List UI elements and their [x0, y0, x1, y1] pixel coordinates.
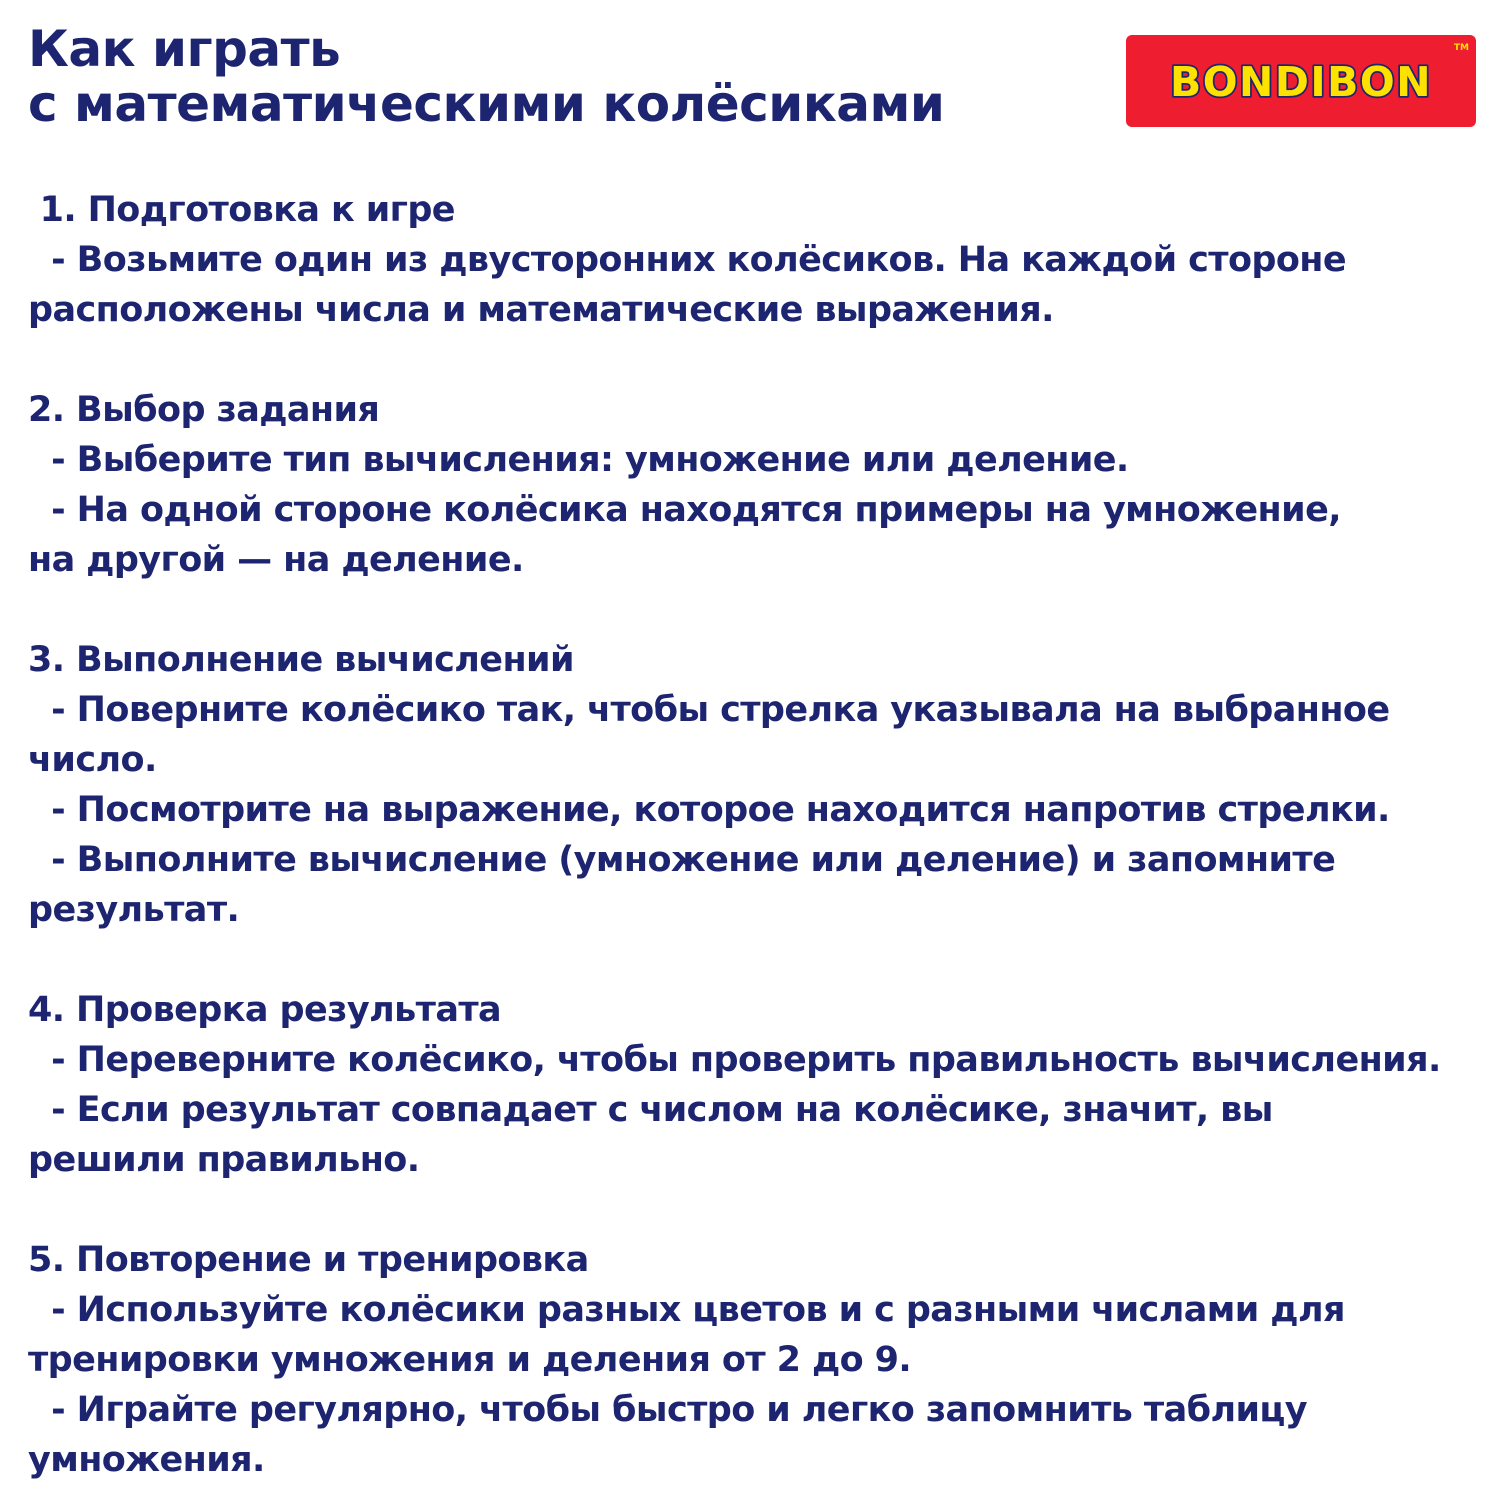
page-title-line-1: Как играть	[28, 20, 341, 78]
instruction-line: решили правильно.	[28, 1140, 420, 1180]
instruction-line: умножения.	[28, 1440, 265, 1480]
section-heading: 2. Выбор задания	[28, 390, 380, 430]
instruction-paragraph	[28, 1035, 1493, 1085]
instruction-line: тренировки умножения и деления от 2 до 9.	[28, 1340, 912, 1380]
page-title-line-2: с математическими колёсиками	[28, 75, 945, 133]
instruction-paragraph	[28, 435, 1493, 485]
instruction-paragraph	[28, 835, 1493, 935]
instruction-line: расположены числа и математические выражения.	[28, 290, 1054, 330]
instruction-line: - На одной стороне колёсика находятся примеры на умножение,	[28, 490, 1341, 530]
section-heading: 4. Проверка результата	[28, 990, 502, 1030]
instruction-section	[28, 385, 1493, 585]
instruction-paragraph	[28, 1085, 1493, 1185]
instruction-line: на другой — на деление.	[28, 540, 524, 580]
instruction-line: результат.	[28, 890, 240, 930]
instructions	[28, 185, 1493, 1485]
page-title	[28, 22, 944, 132]
section-heading: 3. Выполнение вычислений	[28, 640, 574, 680]
instruction-line: - Выполните вычисление (умножение или деление) и запомните	[28, 840, 1336, 880]
instruction-section	[28, 985, 1493, 1185]
instruction-line: - Используйте колёсики разных цветов и с разными числами для	[28, 1290, 1345, 1330]
instruction-paragraph	[28, 1385, 1493, 1485]
instruction-paragraph	[28, 1285, 1493, 1385]
instruction-line: число.	[28, 740, 157, 780]
bondibon-logo-wordmark	[1126, 35, 1476, 127]
trademark-mark: TM	[1453, 43, 1469, 53]
instruction-line: - Если результат совпадает с числом на колёсике, значит, вы	[28, 1090, 1273, 1130]
instruction-line: - Играйте регулярно, чтобы быстро и легко запомнить таблицу	[28, 1390, 1307, 1430]
instruction-section	[28, 185, 1493, 335]
instruction-line: - Посмотрите на выражение, которое находится напротив стрелки.	[28, 790, 1390, 830]
instruction-line: - Выберите тип вычисления: умножение или деление.	[28, 440, 1129, 480]
instruction-section	[28, 1235, 1493, 1485]
instruction-paragraph	[28, 235, 1493, 335]
svg-text:BONDIBON: BONDIBON	[1169, 58, 1433, 106]
instruction-paragraph	[28, 685, 1493, 785]
section-heading: 1. Подготовка к игре	[28, 190, 455, 230]
instruction-line: - Переверните колёсико, чтобы проверить правильность вычисления.	[28, 1040, 1441, 1080]
instruction-paragraph	[28, 785, 1493, 835]
bondibon-logo	[1126, 35, 1476, 127]
instruction-paragraph	[28, 485, 1493, 585]
instruction-section	[28, 635, 1493, 935]
instruction-line: - Возьмите один из двусторонних колёсиков. На каждой стороне	[28, 240, 1347, 280]
instruction-line: - Поверните колёсико так, чтобы стрелка указывала на выбранное	[28, 690, 1390, 730]
section-heading: 5. Повторение и тренировка	[28, 1240, 589, 1280]
